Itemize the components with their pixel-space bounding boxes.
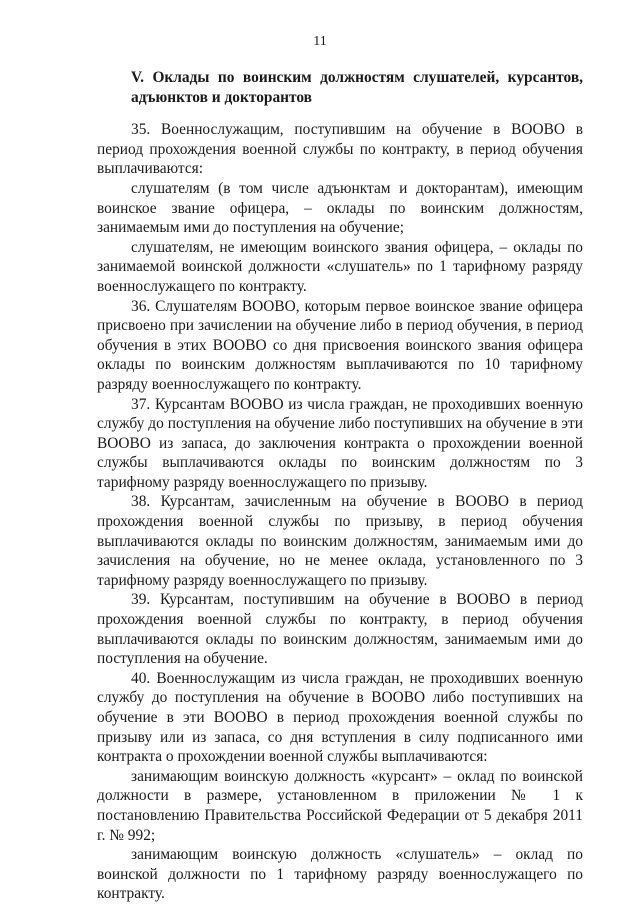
paragraph-40-item-1: занимающим воинскую должность «курсант» – оклад по воинской должности в размере, установленном в приложении № 1 к постановлению Правительства Российской Федерации от 5 декабря 2011 г. № 992; bbox=[97, 767, 583, 844]
paragraph-35-item-1: слушателям (в том числе адъюнктам и докторантам), имеющим воинское звание офицера, – оклады по воинским должностям, занимаемым ими до поступления на обучение; bbox=[97, 179, 583, 237]
paragraph-35: 35. Военнослужащим, поступившим на обучение в ВООВО в период прохождения военной службы по контракту, в период обучения выплачиваются: bbox=[97, 121, 583, 178]
page-number: 11 bbox=[313, 34, 327, 49]
paragraph-38: 38. Курсантам, зачисленным на обучение в ВООВО в период прохождения военной службы по призыву, в период обучения выплачиваются оклады по воинским должностям, занимаемым ими до зачисления на обучение, но не менее оклада, установленного по 3 тарифному разряду военнослужащего по призыву. bbox=[97, 493, 583, 589]
paragraph-36: 36. Слушателям ВООВО, которым первое воинское звание офицера присвоено при зачислении на обучение либо в период обучения, в период обучения в этих ВООВО со дня присвоения воинского звания офицера оклады по воинским должностям выплачиваются по 10 тарифному разряду военнослужащего по контракту. bbox=[97, 297, 583, 393]
document-body bbox=[97, 68, 583, 904]
paragraph-37: 37. Курсантам ВООВО из числа граждан, не проходивших военную службу до поступления на обучение либо поступивших на обучение в эти ВООВО из запаса, до заключения контракта о прохождении военной службы выплачиваются оклады по воинским должностям по 3 тарифному разряду военнослужащего по призыву. bbox=[97, 395, 583, 491]
paragraph-40: 40. Военнослужащим из числа граждан, не проходивших военную службу до поступления на обучение в ВООВО либо поступивших на обучение в эти ВООВО в период прохождения военной службы по призыву или из запаса, со дня вступления в силу подписанного ими контракта о прохождении военной службы выплачиваются: bbox=[97, 669, 583, 766]
paragraph-35-item-2: слушателям, не имеющим воинского звания офицера, – оклады по занимаемой воинской должности «слушатель» по 1 тарифному разряду военнослужащего по контракту. bbox=[97, 238, 583, 295]
paragraph-40-item-2: занимающим воинскую должность «слушатель» – оклад по воинской должности по 1 тарифному разряду военнослужащего по контракту. bbox=[97, 846, 583, 903]
paragraph-39: 39. Курсантам, поступившим на обучение в ВООВО в период прохождения военной службы по контракту, в период обучения выплачиваются оклады по воинским должностям, занимаемым ими до поступления на обучение. bbox=[97, 591, 583, 668]
section-heading: V. Оклады по воинским должностям слушателей, курсантов, адъюнктов и докторантов bbox=[131, 69, 583, 106]
